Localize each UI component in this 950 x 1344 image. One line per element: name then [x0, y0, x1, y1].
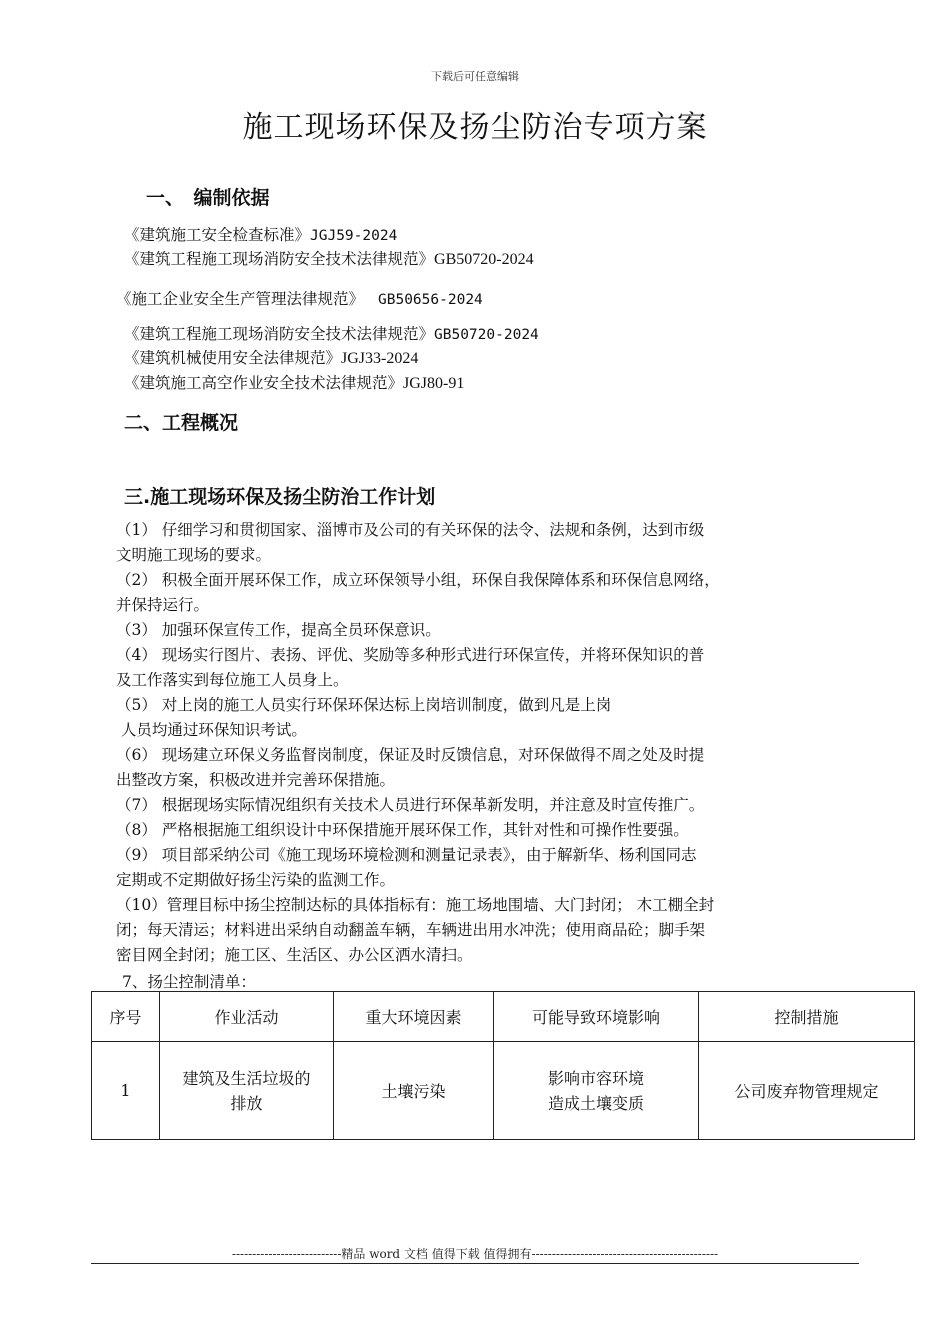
plan-line: 出整改方案，积极改进并完善环保措施。	[116, 771, 396, 789]
plan-item-8	[116, 818, 876, 843]
cell-line: 排放	[230, 1093, 263, 1113]
plan-item-6	[116, 743, 876, 793]
header-measure: 控制措施	[699, 992, 915, 1042]
header-activity: 作业活动	[160, 992, 334, 1042]
plan-line: （8） 严格根据施工组织设计中环保措施开展环保工作，其针对性和可操作性要强。	[116, 821, 689, 839]
document-title: 施工现场环保及扬尘防治专项方案	[242, 110, 708, 145]
reference-code: JGJ59-2024	[310, 228, 398, 244]
plan-line: 文明施工现场的要求。	[116, 546, 272, 564]
section3-heading: 三.施工现场环保及扬尘防治工作计划	[124, 486, 436, 508]
work-plan-list	[116, 518, 876, 968]
dust-control-list-label: 7、扬尘控制清单：	[122, 973, 256, 991]
plan-item-2	[116, 568, 876, 618]
reference-3	[116, 287, 483, 309]
reference-2	[124, 247, 534, 269]
header-no: 序号	[92, 992, 160, 1042]
plan-item-7	[116, 793, 876, 818]
reference-code: JGJ80-91	[403, 375, 465, 392]
plan-line: 密目网全封闭；施工区、生活区、办公区洒水清扫。	[116, 946, 473, 964]
cell-line: 造成土壤变质	[547, 1093, 644, 1113]
reference-title: 《建筑工程施工现场消防安全技术法律规范》	[124, 325, 435, 343]
cell-line: 影响市容环境	[547, 1068, 644, 1088]
reference-4	[124, 322, 539, 344]
reference-code: JGJ33-2024	[341, 350, 419, 367]
reference-title: 《建筑机械使用安全法律规范》	[124, 349, 342, 367]
plan-line: （9） 项目部采纳公司《施工现场环境检测和测量记录表》，由于解新华、杨利国同志	[116, 846, 697, 864]
plan-line: （4） 现场实行图片、表扬、评优、奖励等多种形式进行环保宣传，并将环保知识的普	[116, 646, 705, 664]
cell-measure: 公司废弃物管理规定	[699, 1042, 915, 1140]
plan-line: 闭；每天清运；材料进出采纳自动翻盖车辆，车辆进出用水冲洗；使用商品砼；脚手架	[116, 921, 706, 939]
reference-6	[124, 371, 464, 393]
plan-item-1	[116, 518, 876, 568]
reference-title: 《建筑施工安全检查标准》	[124, 226, 311, 244]
reference-code: GB50720-2024	[434, 251, 534, 268]
reference-title: 《建筑工程施工现场消防安全技术法律规范》	[124, 250, 435, 268]
plan-item-4	[116, 643, 876, 693]
cell-impact	[494, 1042, 699, 1140]
reference-title: 《建筑施工高空作业安全技术法律规范》	[124, 374, 404, 392]
footer-rule	[91, 1263, 859, 1264]
table-row	[92, 1042, 915, 1140]
plan-line: （7） 根据现场实际情况组织有关技术人员进行环保革新发明，并注意及时宣传推广。	[116, 796, 705, 814]
plan-line: 并保持运行。	[116, 596, 210, 614]
reference-1	[124, 223, 397, 245]
section1-heading: 一、 编制依据	[146, 187, 270, 209]
plan-item-3	[116, 618, 876, 643]
plan-line: （10）管理目标中扬尘控制达标的具体指标有：施工场地围墙、大门封闭； 木工棚全封	[116, 896, 715, 914]
section2-heading: 二、工程概况	[124, 412, 239, 434]
plan-item-9	[116, 843, 876, 893]
plan-line: （6） 现场建立环保义务监督岗制度，保证及时反馈信息，对环保做得不周之处及时提	[116, 746, 705, 764]
plan-line: 定期或不定期做好扬尘污染的监测工作。	[116, 871, 396, 889]
reference-code: GB50656-2024	[378, 292, 483, 308]
dust-control-table	[91, 991, 915, 1140]
reference-title: 《施工企业安全生产管理法律规范》	[116, 290, 365, 308]
cell-factor: 土壤污染	[334, 1042, 494, 1140]
table-header-row	[92, 992, 915, 1042]
cell-no: 1	[92, 1042, 160, 1140]
plan-line: （2） 积极全面开展环保工作，成立环保领导小组，环保自我保障体系和环保信息网络，	[116, 571, 720, 589]
header-impact: 可能导致环境影响	[494, 992, 699, 1042]
reference-code: GB50720-2024	[434, 327, 539, 343]
cell-line: 建筑及生活垃圾的	[182, 1068, 311, 1088]
reference-5	[124, 346, 418, 368]
header-note: 下载后可任意编辑	[431, 70, 519, 83]
plan-line: 人员均通过环保知识考试。	[116, 721, 307, 739]
plan-line: 及工作落实到每位施工人员身上。	[116, 671, 349, 689]
plan-line: （3） 加强环保宣传工作，提高全员环保意识。	[116, 621, 441, 639]
plan-item-5	[116, 693, 876, 743]
plan-line: （1） 仔细学习和贯彻国家、淄博市及公司的有关环保的法令、法规和条例，达到市级	[116, 521, 705, 539]
cell-activity	[160, 1042, 334, 1140]
plan-line: （5） 对上岗的施工人员实行环保环保达标上岗培训制度，做到凡是上岗	[116, 696, 612, 714]
plan-item-10	[116, 893, 876, 968]
footer-text: ---------------------------精品 word 文档 值得下载 值得拥有----------------------------------------------	[231, 1247, 719, 1261]
header-factor: 重大环境因素	[334, 992, 494, 1042]
